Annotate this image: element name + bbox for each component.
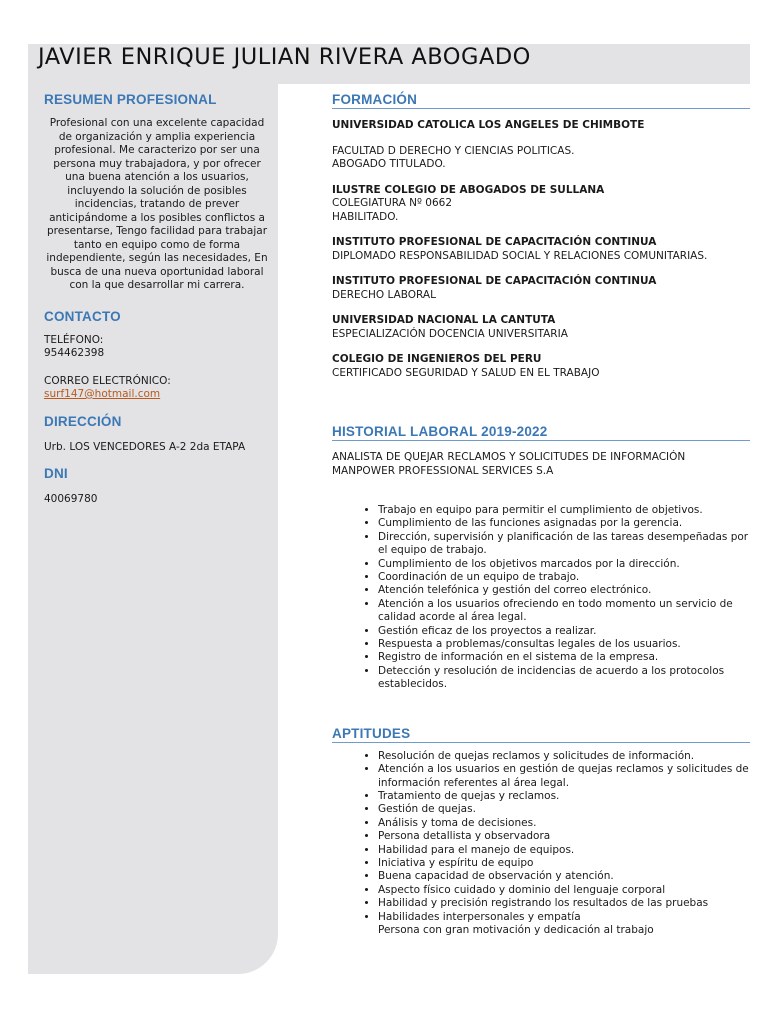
work-position: ANALISTA DE QUEJAR RECLAMOS Y SOLICITUDES DE INFORMACIÓN <box>332 451 686 463</box>
list-item: • Gestión de quejas. <box>378 803 750 816</box>
skills-title: APTITUDES <box>332 726 750 743</box>
list-item: • Persona detallista y observadora <box>378 830 750 843</box>
work-task-list <box>332 504 750 692</box>
education-detail: ESPECIALIZACIÓN DOCENCIA UNIVERSITARIA <box>332 327 568 340</box>
dni-value: 40069780 <box>44 493 98 505</box>
list-item: • Resolución de quejas reclamos y solicitudes de información. <box>378 750 750 763</box>
email-link[interactable]: surf147@hotmail.com <box>44 388 161 400</box>
list-item: • Iniciativa y espíritu de equipo <box>378 857 750 870</box>
list-item: • Atención telefónica y gestión del correo electrónico. <box>378 584 750 597</box>
phone-value: 954462398 <box>44 347 105 359</box>
list-item: • Análisis y toma de decisiones. <box>378 817 750 830</box>
summary-title: RESUMEN PROFESIONAL <box>44 92 217 107</box>
list-item: • Habilidad y precisión registrando los resultados de las pruebas <box>378 897 750 910</box>
work-history-title: HISTORIAL LABORAL 2019-2022 <box>332 424 750 441</box>
decorative-curve <box>278 84 338 974</box>
education-institution: ILUSTRE COLEGIO DE ABOGADOS DE SULLANA <box>332 183 605 196</box>
list-item: • Buena capacidad de observación y atención. <box>378 870 750 883</box>
list-item: • Habilidad para el manejo de equipos. <box>378 844 750 857</box>
skills-closing: Persona con gran motivación y dedicación al trabajo <box>378 923 654 936</box>
skills-list <box>332 750 750 924</box>
education-detail: DIPLOMADO RESPONSABILIDAD SOCIAL Y RELACIONES COMUNITARIAS. <box>332 249 708 262</box>
list-item: • Registro de información en el sistema de la empresa. <box>378 651 750 664</box>
education-detail: COLEGIATURA Nº 0662 <box>332 197 453 209</box>
education-entry <box>332 353 750 380</box>
list-item: • Trabajo en equipo para permitir el cumplimiento de objetivos. <box>378 504 750 517</box>
education-detail: HABILITADO. <box>332 210 399 223</box>
list-item: • Cumplimiento de las funciones asignadas por la gerencia. <box>378 517 750 530</box>
education-entry <box>332 119 750 172</box>
work-company: MANPOWER PROFESSIONAL SERVICES S.A <box>332 464 554 477</box>
education-institution: COLEGIO DE INGENIEROS DEL PERU <box>332 353 542 365</box>
address-value: Urb. LOS VENCEDORES A-2 2da ETAPA <box>44 440 246 453</box>
list-item: • Detección y resolución de incidencias de acuerdo a los protocolos establecidos. <box>378 665 750 692</box>
list-item: • Cumplimiento de los objetivos marcados por la dirección. <box>378 558 750 571</box>
list-item: • Habilidades interpersonales y empatía <box>378 911 750 924</box>
dni-title: DNI <box>44 466 68 481</box>
list-item: • Coordinación de un equipo de trabajo. <box>378 571 750 584</box>
list-item: • Tratamiento de quejas y reclamos. <box>378 790 750 803</box>
summary-text: Profesional con una excelente capacidad de organización y amplia experiencia profesional. Me caracterizo por ser una persona muy trabajadora, y por ofrecer una buena atención a los usuarios, incluyendo la solución de posibles incidencias, tratando de prever anticipándome a los posibles conflictos a presentarse, Tengo facilidad para trabajar tanto en equipo como de forma independiente, según las necesidades, En busca de una nueva oportunidad laboral con la que desarrollar mi carrera. <box>46 117 268 291</box>
list-item: • Atención a los usuarios en gestión de quejas reclamos y solicitudes de información referentes al área legal. <box>378 763 750 790</box>
education-institution: INSTITUTO PROFESIONAL DE CAPACITACIÓN CONTINUA <box>332 236 657 248</box>
main-content <box>332 92 750 937</box>
education-institution: UNIVERSIDAD NACIONAL LA CANTUTA <box>332 314 556 326</box>
education-detail: FACULTAD D DERECHO Y CIENCIAS POLITICAS. <box>332 144 575 157</box>
education-entry <box>332 236 750 263</box>
phone-label: TELÉFONO: <box>44 333 104 346</box>
address-title: DIRECCIÓN <box>44 413 122 429</box>
education-institution: INSTITUTO PROFESIONAL DE CAPACITACIÓN CONTINUA <box>332 275 657 287</box>
education-detail: ABOGADO TITULADO. <box>332 158 446 170</box>
education-entry <box>332 275 750 302</box>
education-detail: CERTIFICADO SEGURIDAD Y SALUD EN EL TRABAJO <box>332 366 600 379</box>
candidate-name: JAVIER ENRIQUE JULIAN RIVERA ABOGADO <box>38 44 531 70</box>
list-item: • Aspecto físico cuidado y dominio del lenguaje corporal <box>378 884 750 897</box>
list-item: • Dirección, supervisión y planificación de las tareas desempeñadas por el equipo de trabajo. <box>378 531 750 558</box>
education-title: FORMACIÓN <box>332 92 750 109</box>
sidebar <box>44 92 270 507</box>
list-item: • Atención a los usuarios ofreciendo en todo momento un servicio de calidad acorde al área legal. <box>378 598 750 625</box>
list-item: • Respuesta a problemas/consultas legales de los usuarios. <box>378 638 750 651</box>
education-entry <box>332 184 750 225</box>
education-institution: UNIVERSIDAD CATOLICA LOS ANGELES DE CHIMBOTE <box>332 119 645 131</box>
education-entry <box>332 314 750 341</box>
education-detail: DERECHO LABORAL <box>332 288 436 301</box>
list-item: • Gestión eficaz de los proyectos a realizar. <box>378 625 750 638</box>
contact-title: CONTACTO <box>44 308 121 324</box>
email-label: CORREO ELECTRÓNICO: <box>44 374 171 387</box>
